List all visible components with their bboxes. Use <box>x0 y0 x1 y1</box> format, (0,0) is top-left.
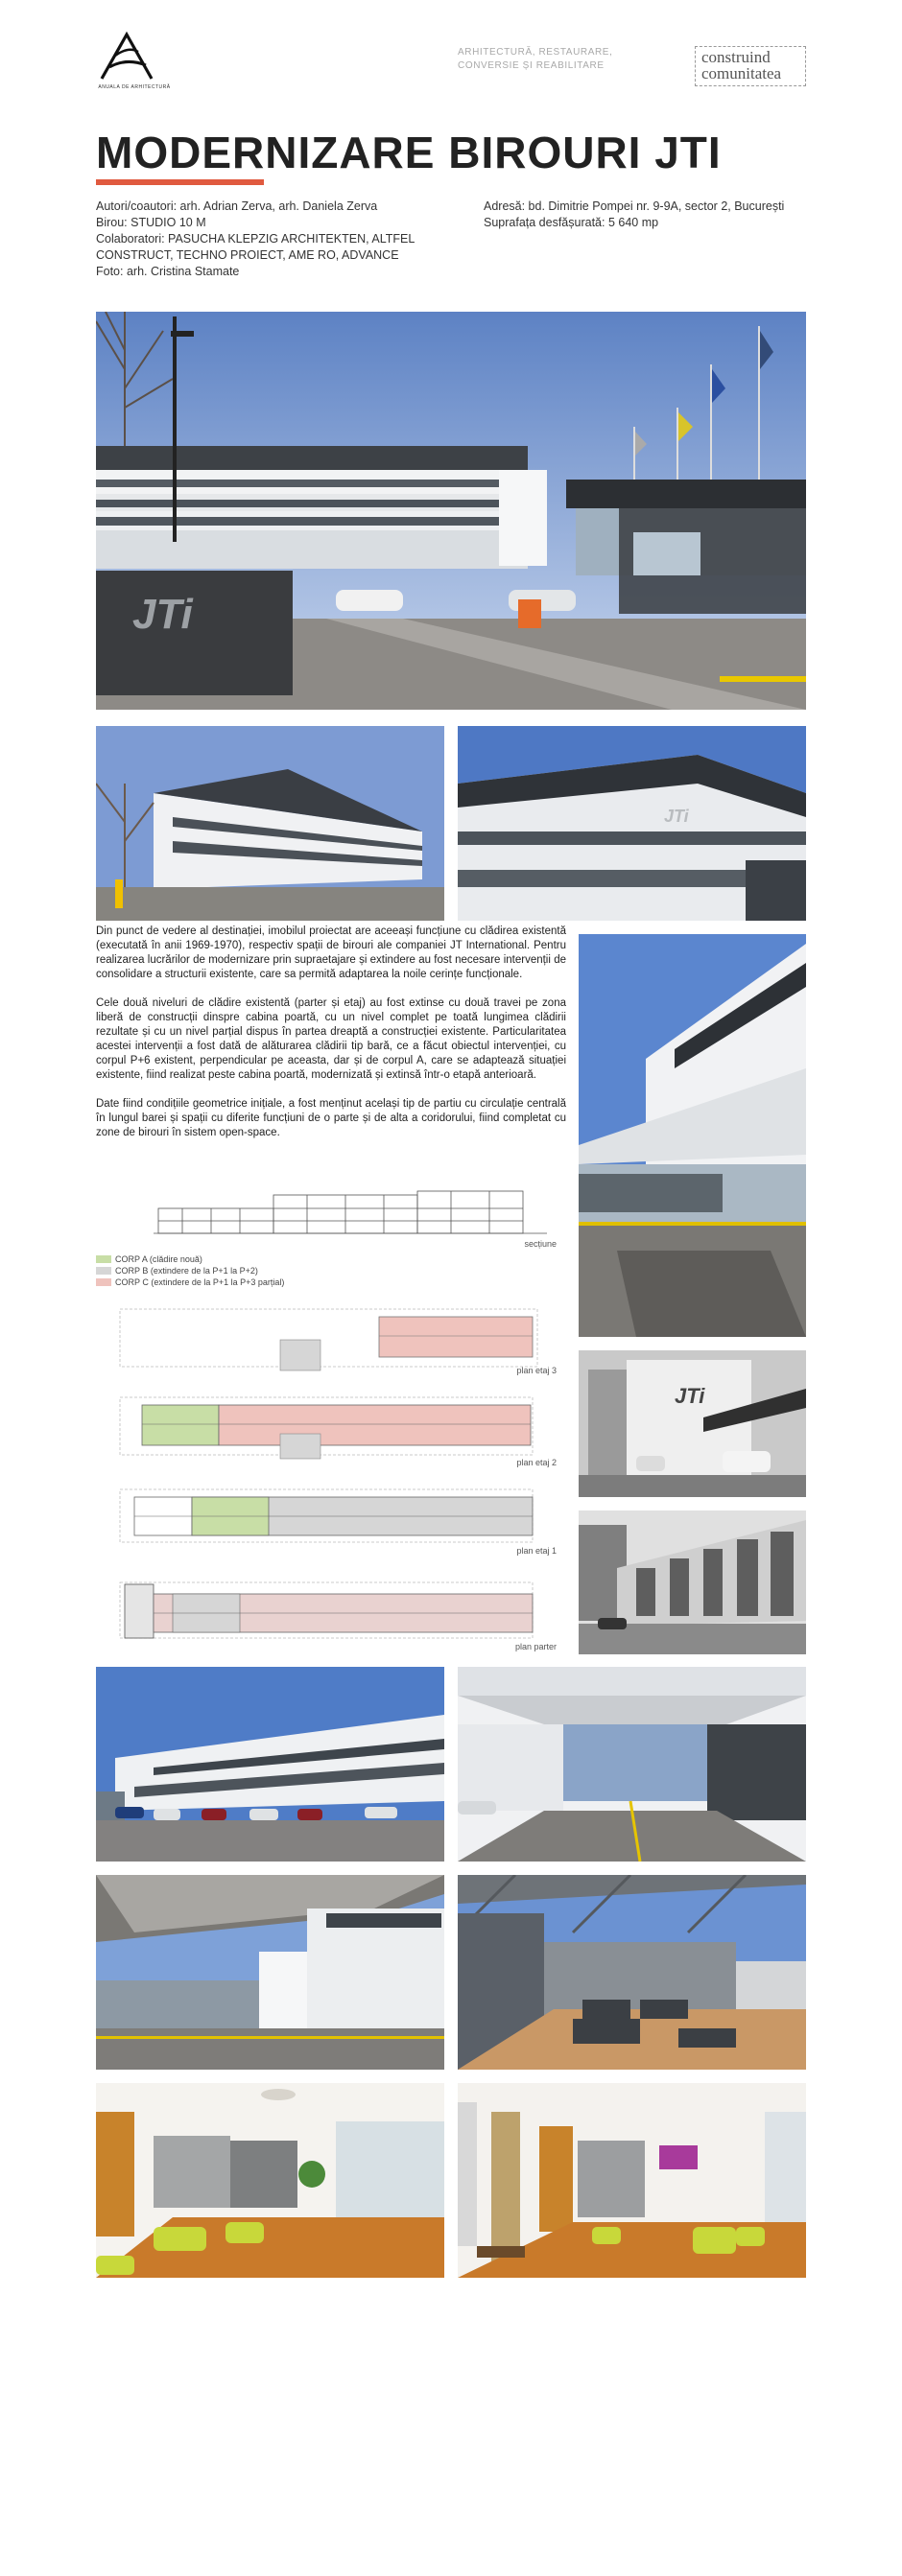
photo-credit-line: Foto: arh. Cristina Stamate <box>96 265 240 278</box>
description-paragraph: Cele două niveluri de clădire existentă (parter și etaj) au fost extinse cu două travei pe zona liberă de construcții dinspre cabina poartă, cu un nivel complet pe toată lungimea clădirii rezultate și cu un nivel parțial dispus în partea dreaptă a construcției existente. Particularitatea acestei intervenții a fost dată de alăturarea clădirii tip bară, ce a făcut obiectul intervenției, cu corpul P+6 existent, perpendicular pe aceasta, dar și de corpul A, care se adaptează situației existente, fiind realizat peste cabina poartă, modernizată și extinsă într-o etapă anterioară. <box>96 997 566 1081</box>
project-description <box>96 925 566 1155</box>
page-title: MODERNIZARE BIROURI JTI <box>96 128 722 177</box>
category-tagline <box>458 46 621 73</box>
legend-item <box>96 1265 284 1276</box>
floor-plan-level-3 <box>115 1300 547 1376</box>
publication-logo-icon <box>96 31 157 81</box>
svg-text:JTi: JTi <box>675 1384 705 1408</box>
legend-item <box>96 1253 284 1265</box>
legend-item <box>96 1276 284 1288</box>
floor-plan-level-2 <box>115 1386 547 1463</box>
legend-label: CORP C (extindere de la P+1 la P+3 parțial) <box>115 1277 285 1287</box>
drawing-legend <box>96 1253 284 1288</box>
photo-exterior-parking <box>96 1667 444 1862</box>
floor-plan-ground <box>115 1573 547 1645</box>
photo-terrace-lounge <box>458 1875 806 2070</box>
collaborators-line: Colaboratori: PASUCHA KLEPZIG ARCHITEKTEN, ALTFEL CONSTRUCT, TECHNO PROIECT, AME RO, ADVANCE <box>96 232 415 262</box>
photo-canopy-column <box>579 934 806 1337</box>
photo-bw-parking <box>579 1350 806 1497</box>
legend-swatch <box>96 1255 111 1263</box>
floor-plan-level-1 <box>115 1482 547 1549</box>
logo-caption: ANUALA DE ARHITECTURĂ <box>98 84 171 90</box>
building-sign-text: JTi <box>132 591 193 638</box>
title-underline <box>96 179 264 185</box>
photo-canopy-entrance <box>96 1875 444 2070</box>
photo-passage-under-canopy <box>458 1667 806 1862</box>
plan-label-level-1: plan etaj 1 <box>516 1546 557 1556</box>
description-paragraph: Din punct de vedere al destinației, imobilul proiectat are aceeași funcțiune cu clădirea existentă (executată în anii 1969-1970), respectiv spații de birouri ale companiei JT International. Pentru realizarea lucrărilor de modernizare prin supraetajare și extindere au fost necesare intervenții de consolidare a structurii existente, care sa permită adaptarea la noile cerințe funcționale. <box>96 925 566 980</box>
section-drawing <box>154 1189 547 1239</box>
svg-text:JTi: JTi <box>664 807 689 826</box>
photo-interior-lobby <box>96 2083 444 2278</box>
area-line: Suprafața desfășurată: 5 640 mp <box>484 216 659 229</box>
plan-label-level-3: plan etaj 3 <box>516 1366 557 1375</box>
photo-facade-oblique <box>96 726 444 921</box>
tagline-line: ARHITECTURĂ, RESTAURARE, <box>458 47 613 58</box>
legend-swatch <box>96 1278 111 1286</box>
office-line: Birou: STUDIO 10 M <box>96 216 206 229</box>
description-paragraph: Date fiind condițiile geometrice inițiale, a fost menținut același tip de partiu cu circulație centrală în lungul barei și spații cu diferite funcțiuni de o parte și de alta a coridorului, fiind completat cu zone de birouri în sistem open-space. <box>96 1098 566 1138</box>
legend-label: CORP A (clădire nouă) <box>115 1254 202 1264</box>
legend-swatch <box>96 1267 111 1275</box>
tagline-line: CONVERSIE ȘI REABILITARE <box>458 60 605 71</box>
address-line: Adresă: bd. Dimitrie Pompei nr. 9-9A, sector 2, București <box>484 199 785 213</box>
plan-label-ground: plan parter <box>514 1642 557 1651</box>
hero-photo-entrance <box>96 312 806 710</box>
project-location <box>484 199 810 231</box>
photo-interior-reception <box>458 2083 806 2278</box>
legend-label: CORP B (extindere de la P+1 la P+2) <box>115 1266 258 1276</box>
project-credits <box>96 199 461 280</box>
partner-logo-line: comunitatea <box>701 64 782 82</box>
plan-label-level-2: plan etaj 2 <box>516 1458 557 1467</box>
photo-bw-existing-wing <box>579 1510 806 1654</box>
authors-line: Autori/coautori: arh. Adrian Zerva, arh. Daniela Zerva <box>96 199 378 213</box>
section-label: secțiune <box>524 1239 557 1249</box>
partner-logo <box>695 46 806 86</box>
partner-logo-line: construind <box>701 48 771 66</box>
photo-facade-detail <box>458 726 806 921</box>
